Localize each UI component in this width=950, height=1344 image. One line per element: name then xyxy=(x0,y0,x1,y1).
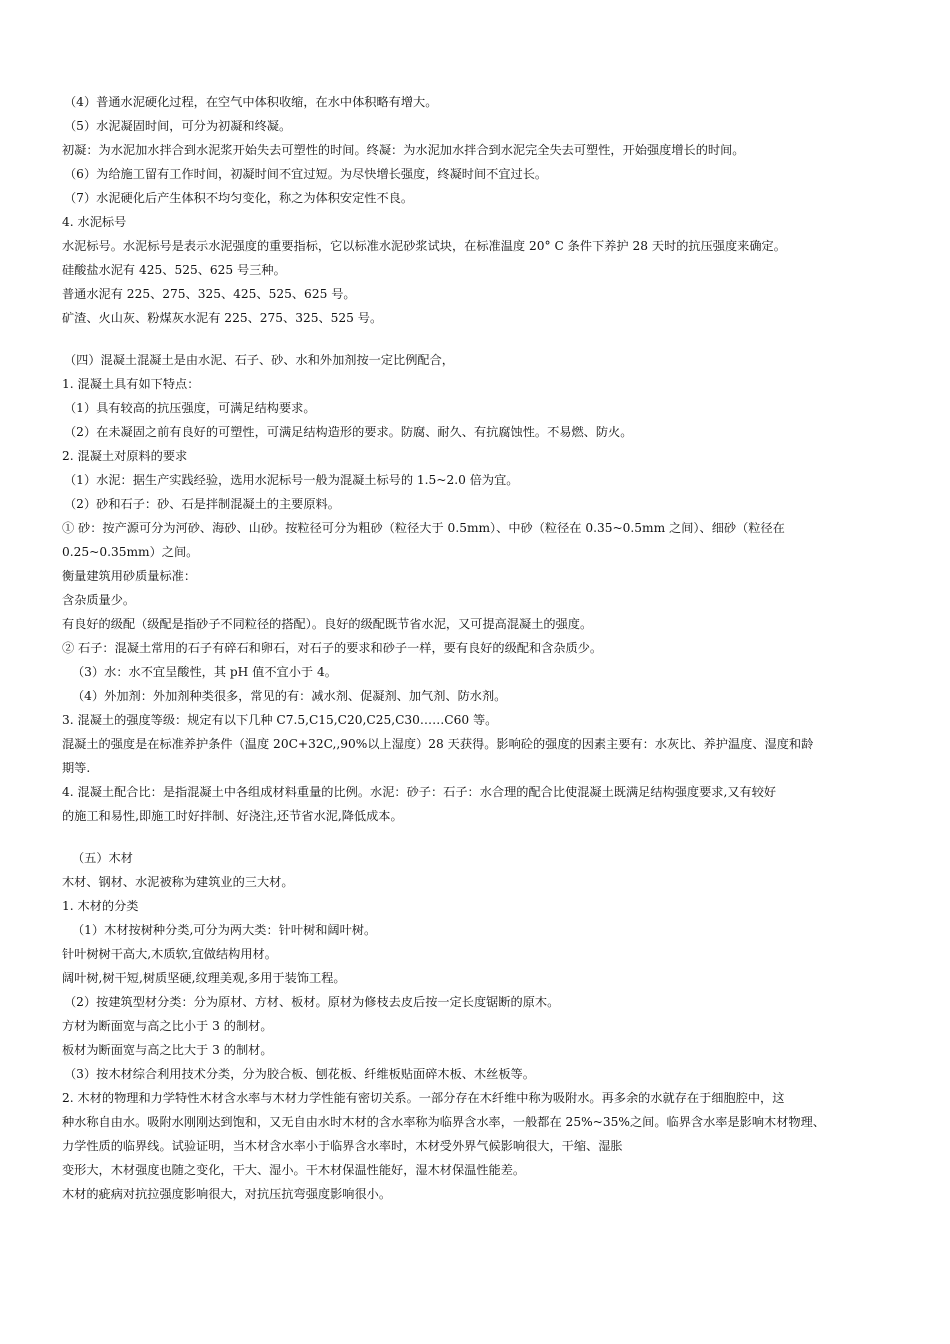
paragraph: 初凝：为水泥加水拌合到水泥浆开始失去可塑性的时间。终凝：为水泥加水拌合到水泥完全失去可塑性，开始强度增长的时间。 xyxy=(62,143,745,157)
paragraph: 木材、钢材、水泥被称为建筑业的三大材。 xyxy=(62,875,294,889)
blank-line xyxy=(62,330,897,348)
paragraph: （1）木材按树种分类,可分为两大类：针叶树和阔叶树。 xyxy=(72,923,377,937)
section-heading: 2. 混凝土对原料的要求 xyxy=(62,449,188,463)
paragraph: 期等. xyxy=(62,761,91,775)
paragraph: （5）水泥凝固时间，可分为初凝和终凝。 xyxy=(64,119,292,133)
paragraph: （2）按建筑型材分类：分为原材、方材、板材。原材为修枝去皮后按一定长度锯断的原木。 xyxy=(64,995,560,1009)
paragraph: 0.25~0.35mm）之间。 xyxy=(62,545,199,559)
paragraph: 水泥标号。水泥标号是表示水泥强度的重要指标，它以标准水泥砂浆试块，在标准温度 20° C 条件下养护 28 天时的抗压强度来确定。 xyxy=(62,239,786,253)
paragraph: （4）普通水泥硬化过程，在空气中体积收缩，在水中体积略有增大。 xyxy=(64,95,438,109)
paragraph: 变形大，木材强度也随之变化，干大、湿小。干木材保温性能好，湿木材保温性能差。 xyxy=(62,1163,526,1177)
paragraph: 衡量建筑用砂质量标准： xyxy=(62,569,197,583)
paragraph: 木材的疵病对抗拉强度影响很大，对抗压抗弯强度影响很小。 xyxy=(62,1187,392,1201)
paragraph: 普通水泥有 225、275、325、425、525、625 号。 xyxy=(62,287,356,301)
paragraph: ② 石子：混凝土常用的石子有碎石和卵石，对石子的要求和砂子一样，要有良好的级配和含杂质少。 xyxy=(62,641,603,655)
section-heading: 1. 木材的分类 xyxy=(62,899,139,913)
paragraph: （6）为给施工留有工作时间，初凝时间不宜过短。为尽快增长强度，终凝时间不宜过长。 xyxy=(64,167,548,181)
paragraph: （1）水泥：据生产实践经验，选用水泥标号一般为混凝土标号的 1.5~2.0 倍为宜。 xyxy=(64,473,519,487)
paragraph: （1）具有较高的抗压强度，可满足结构要求。 xyxy=(64,401,316,415)
section-heading: 3. 混凝土的强度等级：规定有以下几种 C7.5,C15,C20,C25,C30……C60 等。 xyxy=(62,713,498,727)
section-heading: 4. 水泥标号 xyxy=(62,215,127,229)
paragraph: （7）水泥硬化后产生体积不均匀变化，称之为体积安定性不良。 xyxy=(64,191,414,205)
paragraph: 硅酸盐水泥有 425、525、625 号三种。 xyxy=(62,263,286,277)
paragraph: （3）按木材综合利用技术分类，分为胶合板、刨花板、纤维板贴面碎木板、木丝板等。 xyxy=(64,1067,535,1081)
paragraph: ① 砂：按产源可分为河砂、海砂、山砂。按粒径可分为粗砂（粒径大于 0.5mm）、中砂（粒径在 0.35~0.5mm 之间）、细砂（粒径在 xyxy=(62,521,785,535)
paragraph: 有良好的级配（级配是指砂子不同粒径的搭配）。良好的级配既节省水泥，又可提高混凝土的强度。 xyxy=(62,617,593,631)
paragraph: 板材为断面宽与高之比大于 3 的制材。 xyxy=(62,1043,273,1057)
section-heading: （五）木材 xyxy=(72,851,133,865)
paragraph: 的施工和易性,即施工时好拌制、好浇注,还节省水泥,降低成本。 xyxy=(62,809,403,823)
paragraph: （4）外加剂：外加剂种类很多，常见的有：减水剂、促凝剂、加气剂、防水剂。 xyxy=(72,689,507,703)
section-heading: 4. 混凝土配合比：是指混凝土中各组成材料重量的比例。水泥：砂子：石子：水合理的配合比使混凝土既满足结构强度要求,又有较好 xyxy=(62,785,777,799)
paragraph: （2）在未凝固之前有良好的可塑性，可满足结构造形的要求。防腐、耐久、有抗腐蚀性。不易燃、防火。 xyxy=(64,425,633,439)
paragraph: 方材为断面宽与高之比小于 3 的制材。 xyxy=(62,1019,273,1033)
paragraph: （2）砂和石子：砂、石是拌制混凝土的主要原料。 xyxy=(64,497,340,511)
paragraph: 混凝土的强度是在标准养护条件（温度 20C+32C,,90%以上湿度）28 天获得。影响砼的强度的因素主要有：水灰比、养护温度、湿度和龄 xyxy=(62,737,814,751)
paragraph: （3）水：水不宜呈酸性，其 pH 值不宜小于 4。 xyxy=(72,665,337,679)
paragraph: 种水称自由水。吸附水刚刚达到饱和，又无自由水时木材的含水率称为临界含水率，一般都在 25%~35%之间。临界含水率是影响木材物理、 xyxy=(62,1115,825,1129)
paragraph: 阔叶树,树干短,树质坚硬,纹理美观,多用于装饰工程。 xyxy=(62,971,346,985)
paragraph: 含杂质量少。 xyxy=(62,593,136,607)
document-body xyxy=(62,90,897,1206)
section-heading: （四）混凝土混凝土是由水泥、石子、砂、水和外加剂按一定比例配合， xyxy=(64,353,454,367)
paragraph: 矿渣、火山灰、粉煤灰水泥有 225、275、325、525 号。 xyxy=(62,311,383,325)
blank-line xyxy=(62,828,897,846)
section-heading: 1. 混凝土具有如下特点： xyxy=(62,377,200,391)
paragraph: 力学性质的临界线。试验证明，当木材含水率小于临界含水率时，木材受外界气候影响很大，干缩、湿胀 xyxy=(62,1139,623,1153)
section-heading: 2. 木材的物理和力学特性木材含水率与木材力学性能有密切关系。一部分存在木纤维中称为吸附水。再多余的水就存在于细胞腔中，这 xyxy=(62,1091,785,1105)
paragraph: 针叶树树干高大,木质软,宜做结构用材。 xyxy=(62,947,277,961)
